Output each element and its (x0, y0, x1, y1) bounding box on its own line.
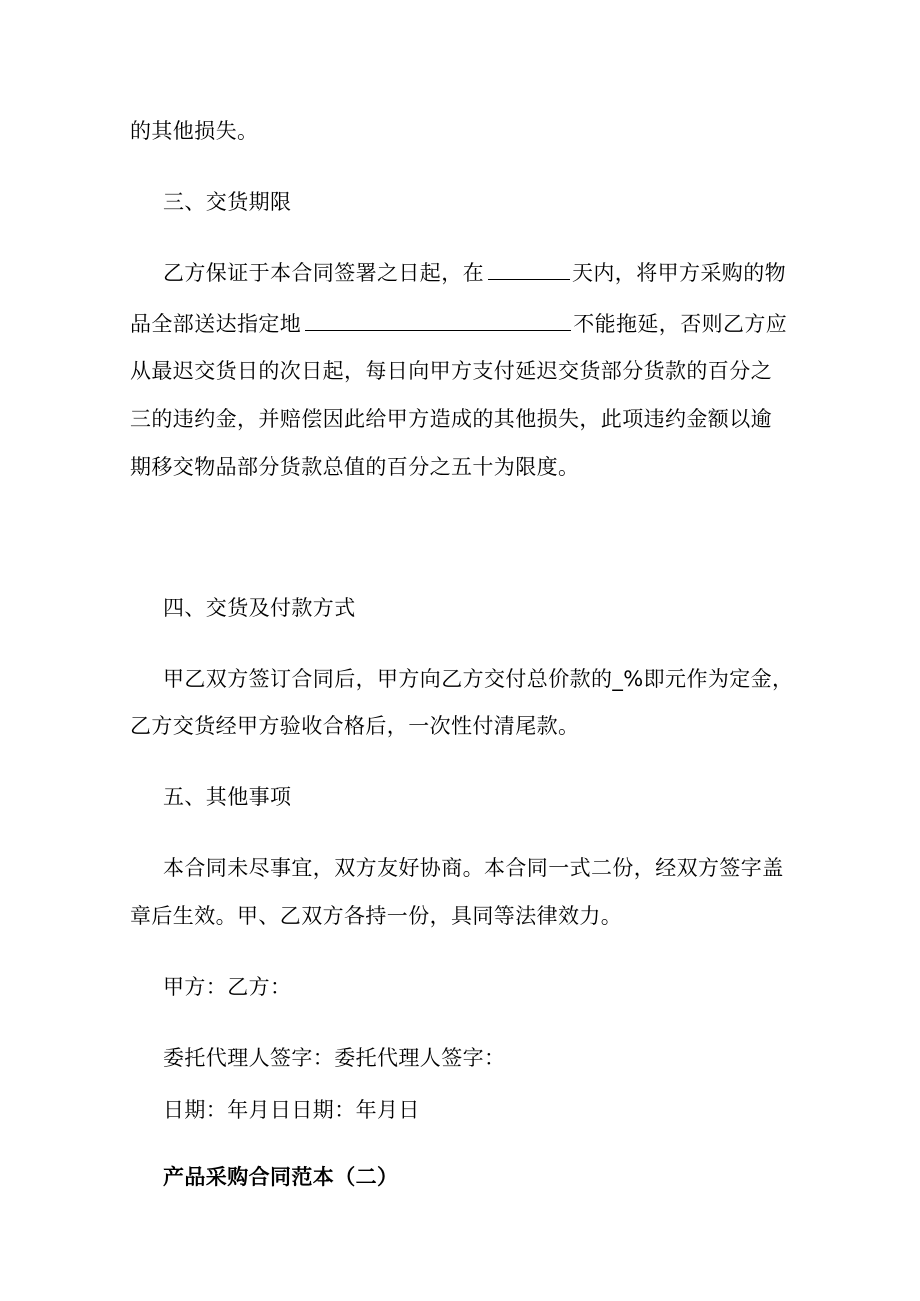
text-fragment: 不能拖延，否则乙方应 (573, 312, 788, 336)
text-fragment: 品全部送达指定地 (130, 312, 302, 336)
section-heading-delivery-term: 三、交货期限 (163, 190, 292, 214)
signature-parties: 甲方：乙方： (163, 975, 292, 999)
text-line: 乙方交货经甲方验收合格后，一次性付清尾款。 (130, 714, 580, 738)
text-fragment: 乙方保证于本合同签署之日起，在 (163, 261, 484, 285)
text-line: 从最迟交货日的次日起，每日向甲方支付延迟交货部分货款的百分之 (130, 359, 772, 383)
text-line: 期移交物品部分货款总值的百分之五十为限度。 (130, 455, 580, 479)
signature-dates: 日期：年月日日期：年月日 (163, 1098, 420, 1122)
text-line: 的其他损失。 (130, 119, 259, 143)
blank-location (305, 310, 571, 331)
text-line: 章后生效。甲、乙双方各持一份，具同等法律效力。 (130, 904, 623, 928)
section-heading-payment: 四、交货及付款方式 (163, 596, 356, 620)
text-line: 本合同未尽事宜，双方友好协商。本合同一式二份，经双方签字盖 (163, 856, 784, 880)
blank-days (488, 259, 570, 280)
next-document-title: 产品采购合同范本（二） (163, 1165, 399, 1189)
section-heading-other-matters: 五、其他事项 (163, 785, 292, 809)
text-line (130, 309, 787, 339)
signature-agents: 委托代理人签字：委托代理人签字： (163, 1046, 506, 1070)
text-fragment: 天内，将甲方采购的物 (572, 261, 786, 285)
text-line: 甲乙双方签订合同后，甲方向乙方交付总价款的_%即元作为定金， (163, 667, 794, 691)
text-line: 三的违约金，并赔偿因此给甲方造成的其他损失，此项违约金额以逾 (130, 407, 772, 431)
text-line (163, 258, 786, 288)
